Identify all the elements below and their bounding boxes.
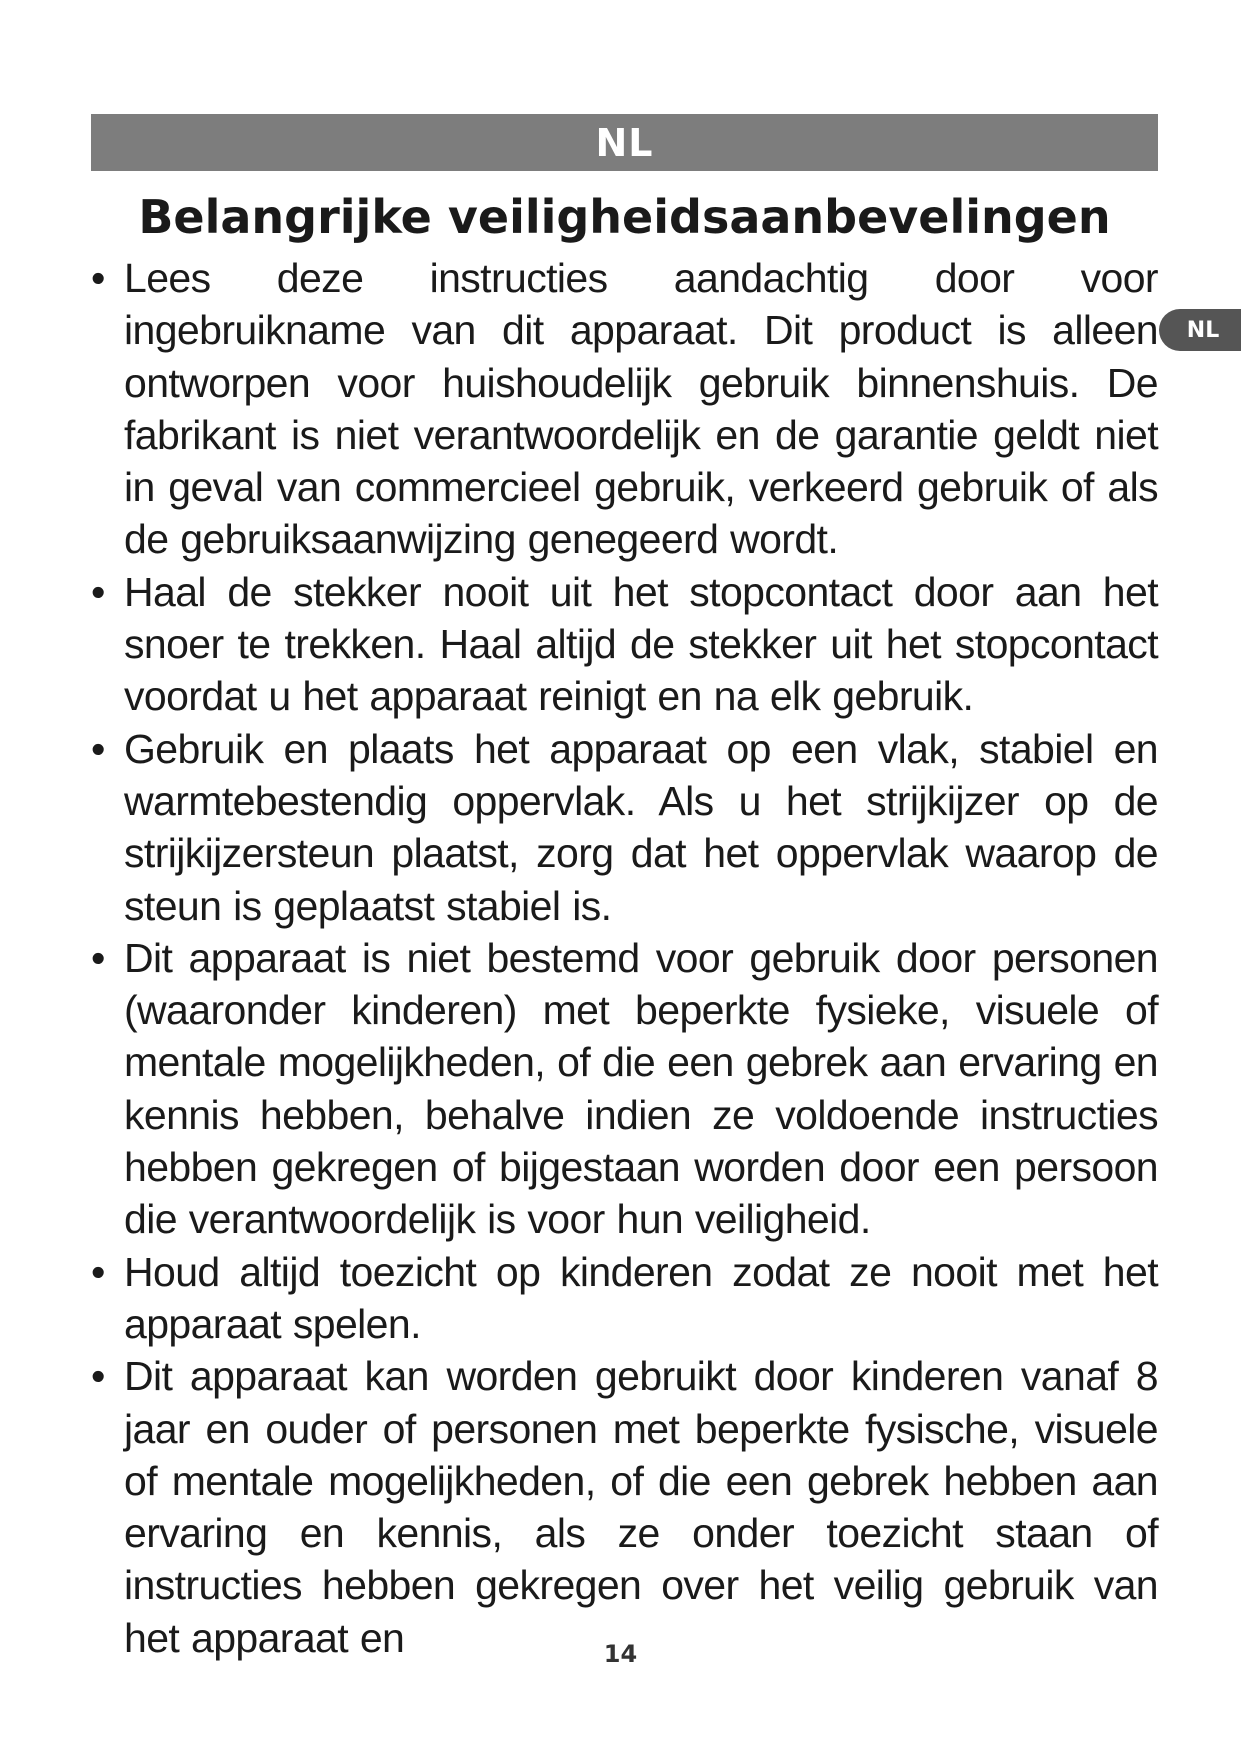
language-code: NL [595,120,654,165]
list-item [91,723,1158,932]
bullet-icon: • [91,255,105,301]
list-item-text: Gebruik en plaats het apparaat op een vlak, stabiel en warmtebestendig oppervlak. Als u het strijkijzer op de strijkijzersteun plaatst, zorg dat het oppervlak waarop de steun is geplaatst stabiel is. [124,725,1158,929]
bullet-icon: • [91,934,105,981]
side-tab-label: NL [1186,317,1220,343]
list-item [91,1350,1158,1664]
language-side-tab [1159,309,1241,351]
list-item [91,566,1158,723]
list-item-text: Lees deze instructies aandachtig door voor ingebruikname van dit apparaat. Dit product is alleen ontworpen voor huishoudelijk gebruik binnenshuis. De fabrikant is niet verantwoordelijk en de garantie geldt niet in geval van commercieel gebruik, verkeerd gebruik of als de gebruiksaanwijzing genegeerd wordt. [124,255,1158,563]
bullet-icon: • [91,1248,105,1295]
page-title: Belangrijke veiligheidsaanbevelingen [138,190,1111,244]
list-item-text: Haal de stekker nooit uit het stopcontact door aan het snoer te trekken. Haal altijd de stekker uit het stopcontact voordat u het apparaat reinigt en na elk gebruik. [124,568,1158,720]
list-item-text: Dit apparaat is niet bestemd voor gebruik door personen (waaronder kinderen) met beperkte fysieke, visuele of mentale mogelijkheden, of die een gebrek aan ervaring en kennis hebben, behalve indien ze voldoende instructies hebben gekregen of bijgestaan worden door een persoon die verantwoordelijk is voor hun veiligheid. [124,934,1158,1243]
list-item [91,252,1158,566]
list-item-text: Houd altijd toezicht op kinderen zodat ze nooit met het apparaat spelen. [124,1248,1158,1347]
page-number: 14 [603,1640,638,1668]
bullet-icon: • [91,725,105,772]
language-header-bar [91,114,1158,171]
list-item [91,932,1158,1246]
list-item [91,1246,1158,1351]
safety-recommendations-list [91,252,1158,1664]
bullet-icon: • [91,1353,105,1400]
bullet-icon: • [91,568,105,615]
list-item-text: Dit apparaat kan worden gebruikt door kinderen vanaf 8 jaar en ouder of personen met beperkte fysische, visuele of mentale mogelijkheden, of die een gebrek hebben aan ervaring en kennis, als ze onder toezicht staan of instructies hebben gekregen over het veilig gebruik van het apparaat en [124,1353,1158,1661]
